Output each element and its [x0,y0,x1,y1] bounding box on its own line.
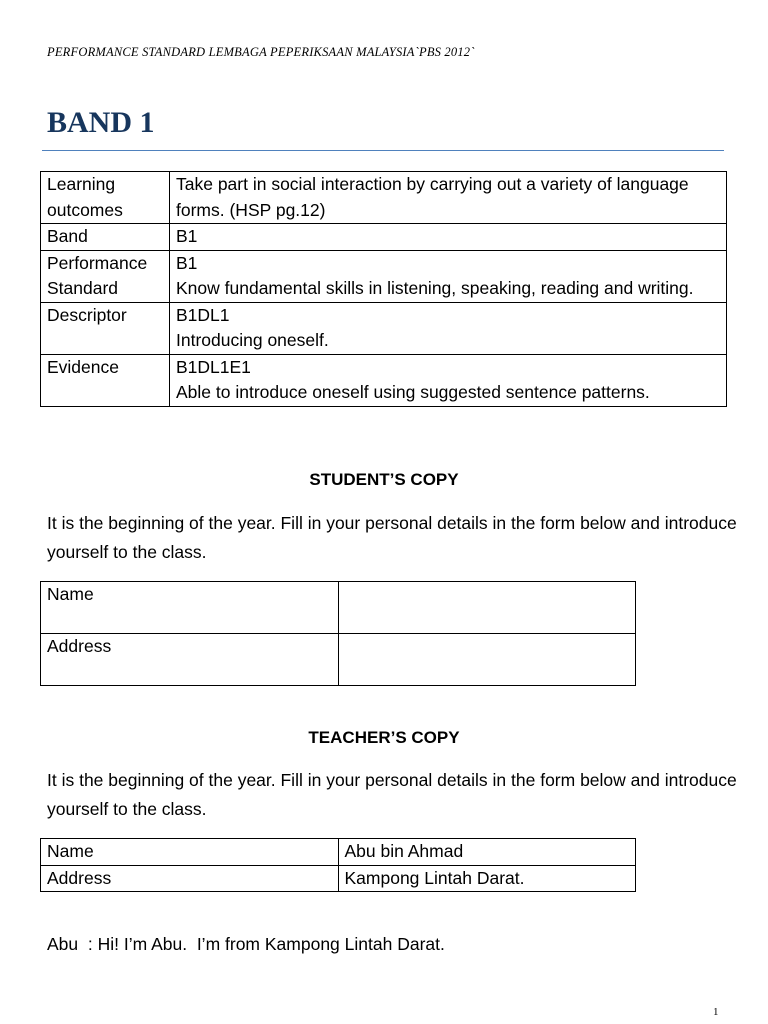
dialogue-text: Hi! I’m Abu. I’m from Kampong Lintah Darat. [97,934,445,954]
standards-table [40,171,727,407]
teacher-copy-instructions: It is the beginning of the year. Fill in your personal details in the form below and introduce yourself to the class. [47,770,737,819]
page-number: 1 [713,1006,719,1018]
table-row [41,250,727,302]
student-name-label: Name [41,582,339,634]
dialogue-separator: : [87,934,93,954]
student-address-field[interactable] [338,634,636,686]
table-row [41,354,727,406]
dialogue-speaker: Abu [47,934,79,954]
student-address-label: Address [41,634,339,686]
descriptor-code: B1DL1 [176,304,230,325]
table-row [41,302,727,354]
table-row [41,865,636,892]
student-copy-instructions: It is the beginning of the year. Fill in your personal details in the form below and introduce yourself to the class. [47,513,737,562]
row-value-performance-standard [170,250,727,302]
student-name-field[interactable] [338,582,636,634]
evidence-text: Able to introduce oneself using suggested sentence patterns. [176,382,650,402]
teacher-address-value: Kampong Lintah Darat. [338,865,636,892]
table-row [41,634,636,686]
performance-standard-code: B1 [176,252,198,273]
student-details-form [40,581,636,686]
row-label-evidence: Evidence [41,354,170,406]
table-row [41,224,727,251]
teacher-name-value: Abu bin Ahmad [338,839,636,866]
teacher-name-label: Name [41,839,339,866]
row-label-descriptor: Descriptor [41,302,170,354]
dialogue-line [47,934,445,955]
evidence-code: B1DL1E1 [176,356,251,377]
student-copy-title: STUDENT’S COPY [309,470,459,489]
table-row [41,839,636,866]
row-value-evidence [170,354,727,406]
table-row [41,172,727,224]
title-underline [42,150,724,151]
table-row [41,582,636,634]
row-label-band: Band [41,224,170,251]
band-title: BAND 1 [47,106,155,139]
row-value-band: B1 [170,224,727,251]
page-header: PERFORMANCE STANDARD LEMBAGA PEPERIKSAAN MALAYSIA`PBS 2012` [47,45,475,59]
teacher-copy-title: TEACHER’S COPY [308,728,460,747]
performance-standard-text: Know fundamental skills in listening, speaking, reading and writing. [176,278,694,298]
row-label-learning-outcomes: Learning outcomes [41,172,170,224]
row-value-descriptor [170,302,727,354]
teacher-details-form [40,838,636,892]
row-value-learning-outcomes: Take part in social interaction by carrying out a variety of language forms. (HSP pg.12) [170,172,727,224]
descriptor-text: Introducing oneself. [176,330,329,350]
teacher-address-label: Address [41,865,339,892]
row-label-performance-standard: Performance Standard [41,250,170,302]
